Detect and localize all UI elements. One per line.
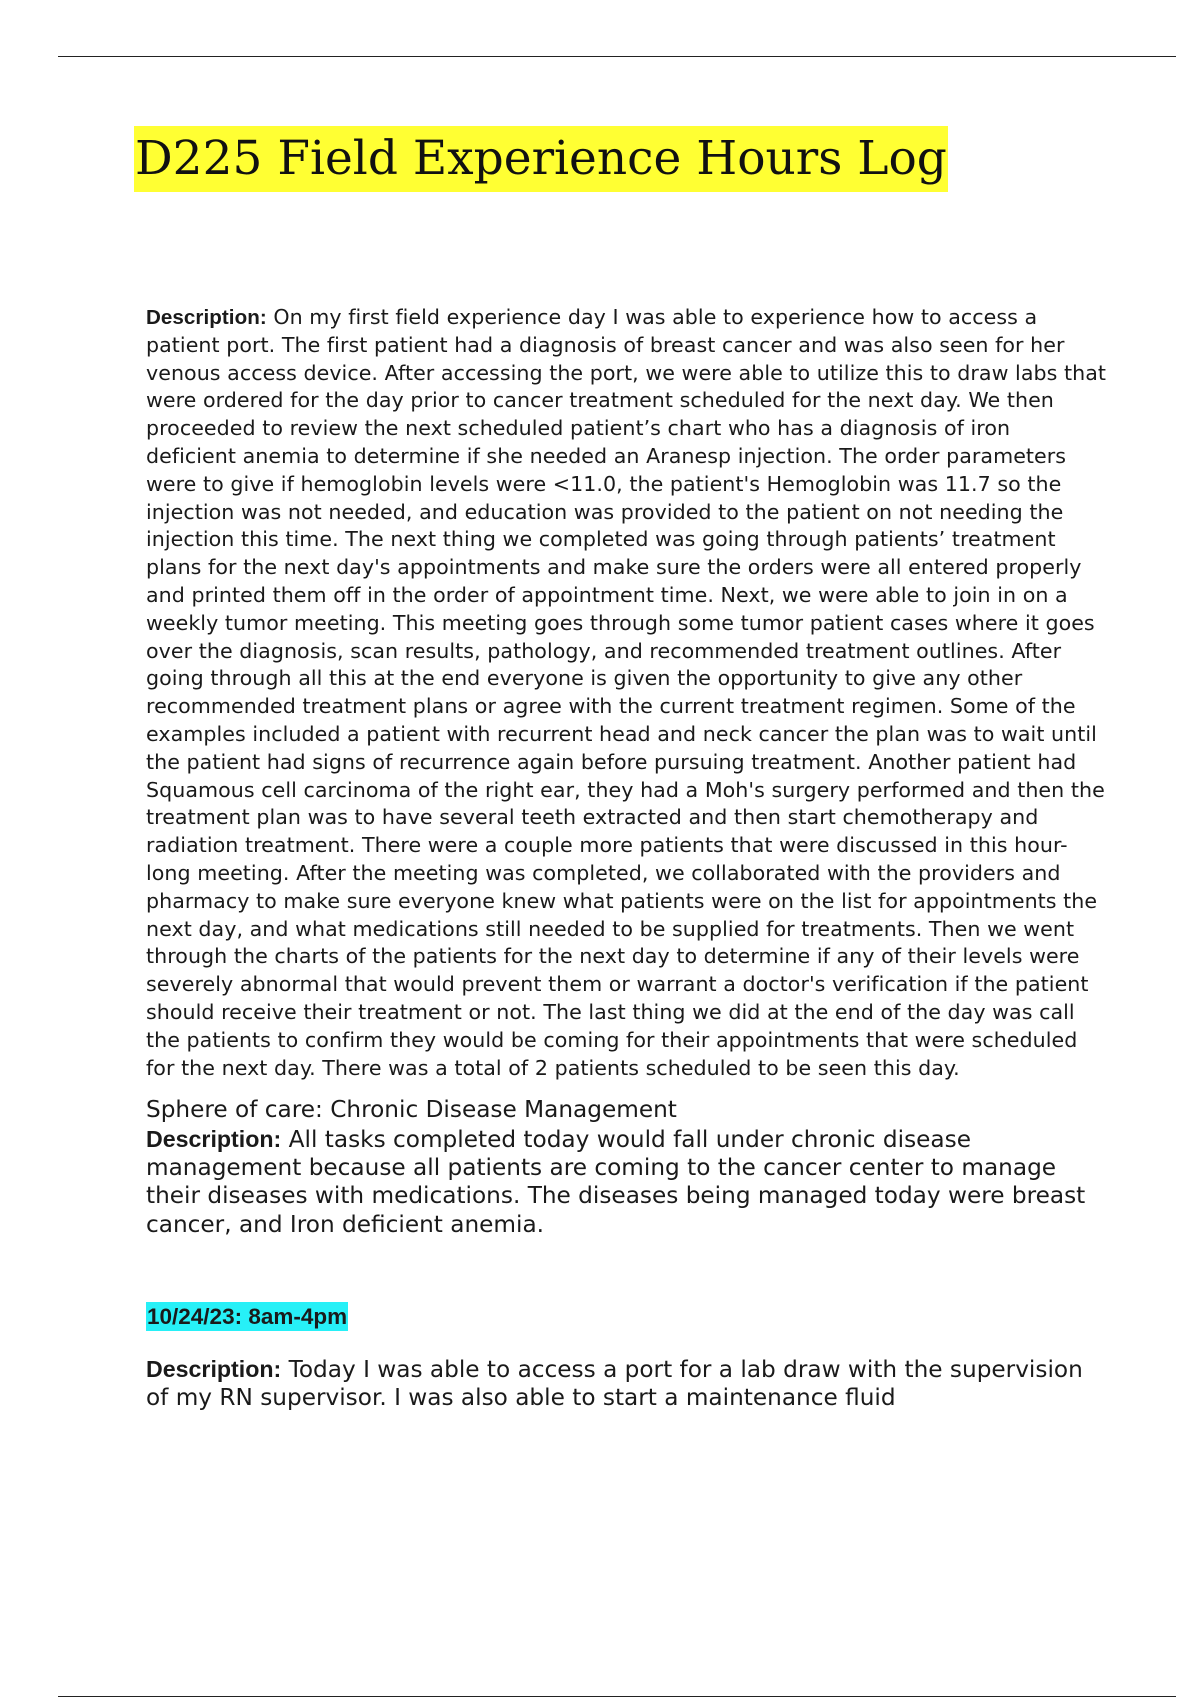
top-divider xyxy=(58,56,1176,57)
description-label: Description: xyxy=(146,1125,282,1152)
description-text: All tasks completed today would fall under chronic disease management because all patients are coming to the cancer center to manage their diseases with medications. The diseases being managed today were breast cancer, and Iron deficient anemia. xyxy=(146,1125,1086,1238)
log-content xyxy=(146,304,1106,1412)
description-label: Description: xyxy=(146,1355,282,1382)
entry-date: 10/24/23: 8am-4pm xyxy=(147,1303,348,1329)
description-label: Description: xyxy=(146,306,267,329)
title-block xyxy=(134,126,948,192)
entry-date-block xyxy=(146,1302,1106,1331)
bottom-divider xyxy=(58,1696,1176,1697)
description-text: Today I was able to access a port for a lab draw with the supervision of my RN supervisor. I was also able to start a maintenance fluid xyxy=(146,1355,1083,1412)
entry-description-1 xyxy=(146,304,1106,1082)
entry-description-2 xyxy=(146,1355,1106,1413)
page-title: D225 Field Experience Hours Log xyxy=(134,126,948,192)
sphere-description xyxy=(146,1125,1106,1239)
description-text: On my first field experience day I was able to experience how to access a patient port. The first patient had a diagnosis of breast cancer and was also seen for her venous access device. After accessing the port, we were able to utilize this to draw labs that were ordered for the day prior to cancer treatment scheduled for the next day. We then proceeded to review the next scheduled patient’s chart who has a diagnosis of iron deficient anemia to determine if she needed an Aranesp injection. The order parameters were to give if hemoglobin levels were <11.0, the patient's Hemoglobin was 11.7 so the injection was not needed, and education was provided to the patient on not needing the injection this time. The next thing we completed was going through patients’ treatment plans for the next day's appointments and make sure the orders were all entered properly and printed them off in the order of appointment time. Next, we were able to join in on a weekly tumor meeting. This meeting goes through some tumor patient cases where it goes over the diagnosis, scan results, pathology, and recommended treatment outlines. After going through all this at the end everyone is given the opportunity to give any other recommended treatment plans or agree with the current treatment regimen. Some of the examples included a patient with recurrent head and neck cancer the plan was to wait until the patient had signs of recurrence again before pursuing treatment. Another patient had Squamous cell carcinoma of the right ear, they had a Moh's surgery performed and then the treatment plan was to have several teeth extracted and then start chemotherapy and radiation treatment. There were a couple more patients that were discussed in this hour-long meeting. After the meeting was completed, we collaborated with the providers and pharmacy to make sure everyone knew what patients were on the list for appointments the next day, and what medications still needed to be supplied for treatments. Then we went through the charts of the patients for the next day to determine if any of their levels were severely abnormal that would prevent them or warrant a doctor's verification if the patient should receive their treatment or not. The last thing we did at the end of the day was call the patients to confirm they would be coming for their appointments that were scheduled for the next day. There was a total of 2 patients scheduled to be seen this day. xyxy=(146,305,1107,1080)
sphere-of-care: Sphere of care: Chronic Disease Management xyxy=(146,1096,677,1124)
sphere-of-care-block xyxy=(146,1096,1106,1238)
